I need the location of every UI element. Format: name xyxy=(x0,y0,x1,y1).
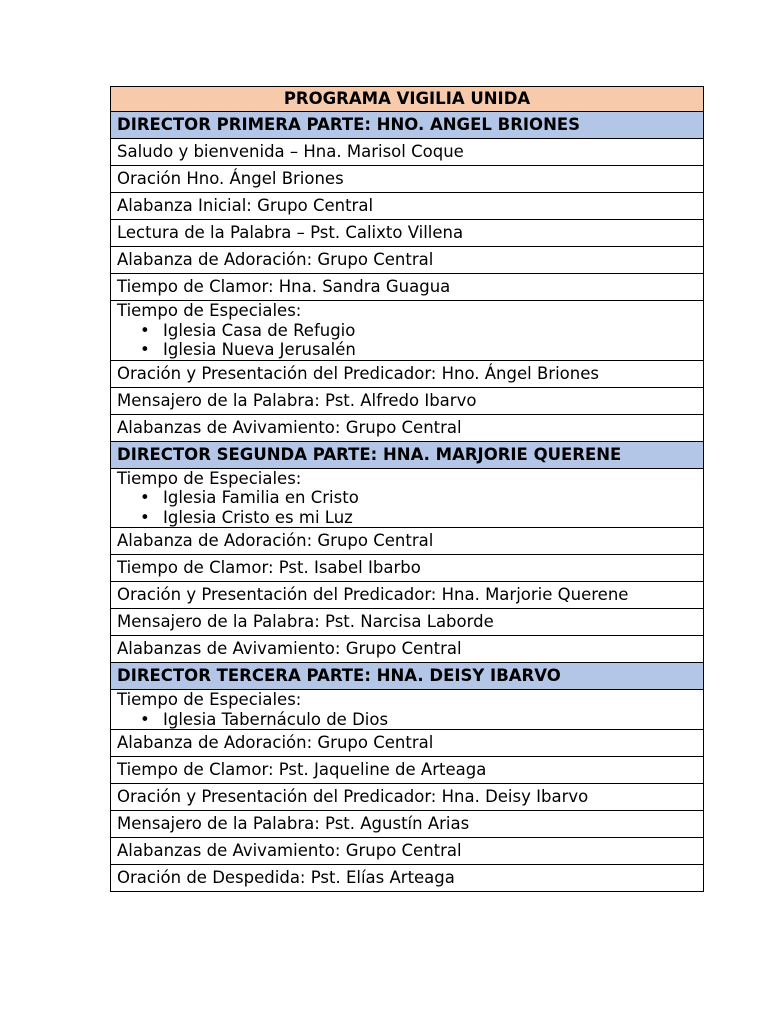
bullet-icon: • xyxy=(140,320,150,340)
program-item-row xyxy=(111,247,704,274)
title-row xyxy=(111,87,704,112)
bullet-list-item xyxy=(140,488,697,508)
program-item: Alabanzas de Avivamiento: Grupo Central xyxy=(111,414,704,441)
bullet-icon: • xyxy=(140,507,150,527)
program-item-row xyxy=(111,301,704,361)
program-item-row xyxy=(111,730,704,757)
bullet-text: Iglesia Cristo es mi Luz xyxy=(163,507,353,527)
program-item: Alabanzas de Avivamiento: Grupo Central xyxy=(111,636,704,663)
program-item-row xyxy=(111,528,704,555)
program-item xyxy=(111,301,704,361)
program-item: Mensajero de la Palabra: Pst. Alfredo Ibarvo xyxy=(111,387,704,414)
program-item: Lectura de la Palabra – Pst. Calixto Villena xyxy=(111,220,704,247)
program-item-row xyxy=(111,360,704,387)
program-item: Oración Hno. Ángel Briones xyxy=(111,166,704,193)
program-item-label: Tiempo de Especiales: xyxy=(117,468,302,488)
section-header-row xyxy=(111,663,704,690)
program-item-row xyxy=(111,414,704,441)
bullet-list xyxy=(117,321,697,360)
program-item: Alabanza de Adoración: Grupo Central xyxy=(111,528,704,555)
bullet-text: Iglesia Nueva Jerusalén xyxy=(163,340,356,359)
program-item-row xyxy=(111,609,704,636)
bullet-icon: • xyxy=(140,488,150,507)
program-item-row xyxy=(111,690,704,730)
program-title: PROGRAMA VIGILIA UNIDA xyxy=(111,87,704,112)
program-item-row xyxy=(111,555,704,582)
program-item: Alabanza de Adoración: Grupo Central xyxy=(111,247,704,274)
program-table-body xyxy=(111,87,704,892)
bullet-list-item xyxy=(140,709,697,730)
section-header: DIRECTOR SEGUNDA PARTE: HNA. MARJORIE QUERENE xyxy=(111,441,704,468)
program-item: Mensajero de la Palabra: Pst. Narcisa Laborde xyxy=(111,609,704,636)
bullet-list-item xyxy=(140,507,697,528)
program-item-row xyxy=(111,582,704,609)
program-item-row xyxy=(111,811,704,838)
program-item-row xyxy=(111,387,704,414)
program-item-label: Tiempo de Especiales: xyxy=(117,690,302,709)
program-item-row xyxy=(111,757,704,784)
program-item-label: Tiempo de Especiales: xyxy=(117,301,302,320)
bullet-list xyxy=(117,710,697,730)
program-item-row xyxy=(111,865,704,892)
program-item-row xyxy=(111,636,704,663)
program-item xyxy=(111,690,704,730)
program-item: Saludo y bienvenida – Hna. Marisol Coque xyxy=(111,139,704,166)
program-item-row xyxy=(111,274,704,301)
program-item: Tiempo de Clamor: Pst. Isabel Ibarbo xyxy=(111,555,704,582)
bullet-list-item xyxy=(140,320,697,341)
bullet-text: Iglesia Casa de Refugio xyxy=(163,320,356,340)
program-item: Mensajero de la Palabra: Pst. Agustín Arias xyxy=(111,811,704,838)
section-header: DIRECTOR TERCERA PARTE: HNA. DEISY IBARVO xyxy=(111,663,704,690)
section-header-row xyxy=(111,441,704,468)
program-item-row xyxy=(111,784,704,811)
bullet-icon: • xyxy=(140,709,150,729)
program-item: Alabanzas de Avivamiento: Grupo Central xyxy=(111,838,704,865)
program-table xyxy=(110,86,704,892)
program-item: Tiempo de Clamor: Hna. Sandra Guagua xyxy=(111,274,704,301)
program-item xyxy=(111,468,704,528)
program-item-row xyxy=(111,220,704,247)
program-item-row xyxy=(111,166,704,193)
program-item: Tiempo de Clamor: Pst. Jaqueline de Arteaga xyxy=(111,757,704,784)
program-item: Oración y Presentación del Predicador: Hna. Deisy Ibarvo xyxy=(111,784,704,811)
section-header: DIRECTOR PRIMERA PARTE: HNO. ANGEL BRIONES xyxy=(111,112,704,139)
bullet-text: Iglesia Familia en Cristo xyxy=(163,488,359,507)
program-item-row xyxy=(111,139,704,166)
program-item: Alabanza Inicial: Grupo Central xyxy=(111,193,704,220)
bullet-text: Iglesia Tabernáculo de Dios xyxy=(163,709,389,729)
bullet-icon: • xyxy=(140,340,150,359)
program-item-row xyxy=(111,193,704,220)
program-item: Alabanza de Adoración: Grupo Central xyxy=(111,730,704,757)
program-item: Oración y Presentación del Predicador: Hna. Marjorie Querene xyxy=(111,582,704,609)
bullet-list xyxy=(117,488,697,527)
section-header-row xyxy=(111,112,704,139)
program-item: Oración de Despedida: Pst. Elías Arteaga xyxy=(111,865,704,892)
program-item-row xyxy=(111,468,704,528)
bullet-list-item xyxy=(140,340,697,360)
program-item: Oración y Presentación del Predicador: Hno. Ángel Briones xyxy=(111,360,704,387)
program-item-row xyxy=(111,838,704,865)
